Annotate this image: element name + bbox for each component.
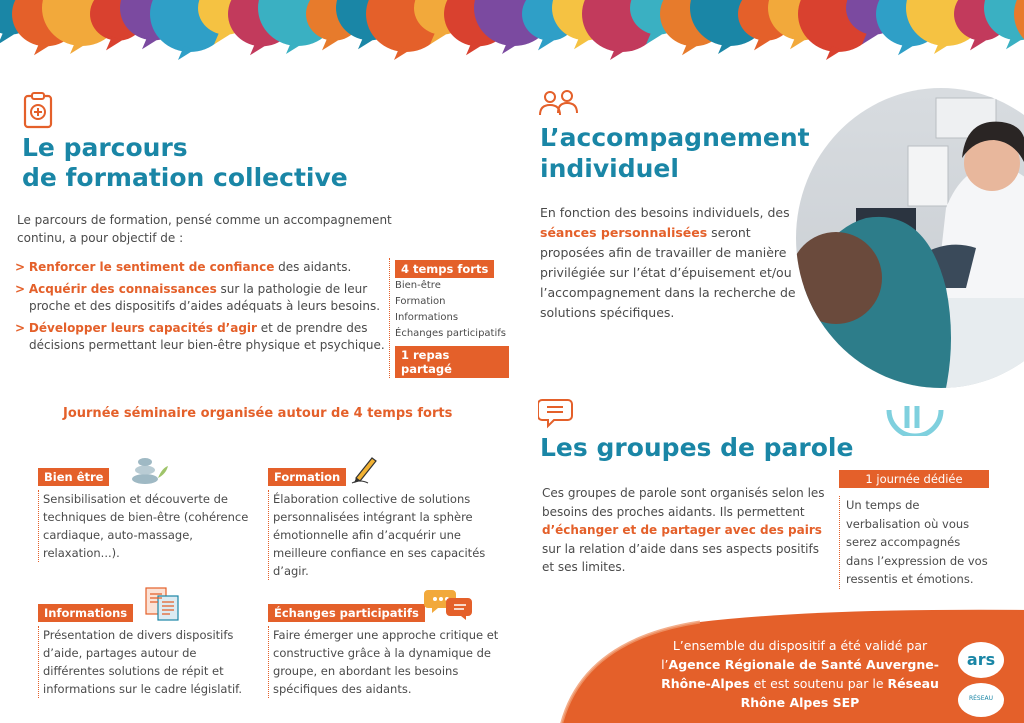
repas-tag: 1 repas partagé xyxy=(395,346,509,378)
people-icon xyxy=(538,89,580,117)
decorative-banner xyxy=(0,0,1024,62)
temps-forts-tag: 4 temps forts xyxy=(395,260,494,278)
objective-item: > Renforcer le sentiment de confiance des aidants. xyxy=(15,260,352,274)
card-body: Élaboration collective de solutions personnalisées intégrant la sphère émotionnelle afin d’acquérir une meilleure confiance en ses capacités d’agir. xyxy=(268,490,512,580)
consultation-photo xyxy=(796,88,1024,388)
journee-box xyxy=(839,470,989,589)
journee-body: Un temps de verbalisation où vous serez accompagnés dans l’expression de vos ressentis et émotions. xyxy=(839,496,989,589)
card-body: Faire émerger une approche critique et constructive grâce à la dynamique de groupe, en abordant les besoins spécifiques des aidants. xyxy=(268,626,500,698)
objectives-list xyxy=(15,259,387,359)
temps-fort-item: Échanges participatifs xyxy=(395,328,506,339)
card-body: Présentation de divers dispositifs d’aide, partages autour de différentes solutions de répit et informations sur le cadre législatif. xyxy=(38,626,258,698)
temps-fort-item: Bien-être xyxy=(395,280,441,291)
temps-fort-item: Formation xyxy=(395,296,446,307)
groupes-text: Ces groupes de parole sont organisés selon les besoins des proches aidants. Ils permettent d’échanger et de partager avec des pairs sur la relation d’aide dans ses aspects positifs et ses limites. xyxy=(542,486,825,574)
card-tag: Formation xyxy=(268,468,346,486)
seminar-title: Journée séminaire organisée autour de 4 temps forts xyxy=(63,406,453,421)
speech-bubbles-icon xyxy=(424,586,474,620)
journee-tag: 1 journée dédiée xyxy=(839,470,989,488)
card-formation xyxy=(268,466,512,580)
card-tag: Informations xyxy=(38,604,133,622)
temps-fort-item: Informations xyxy=(395,312,459,323)
reseau-logo: RÉSEAU xyxy=(958,683,1004,717)
card-body: Sensibilisation et découverte de techniques de bien-être (cohérence cardiaque, auto-massage, relaxation...). xyxy=(38,490,258,562)
section-title-formation: Le parcours de formation collective xyxy=(22,133,348,192)
pencil-icon xyxy=(350,452,380,484)
ars-logo: ars xyxy=(958,642,1004,678)
card-tag: Échanges participatifs xyxy=(268,604,425,622)
stones-icon xyxy=(128,452,170,486)
objective-item: > Développer leurs capacités d’agir et de prendre des décisions permettant leur bien-être physique et psychique. xyxy=(15,321,385,352)
temps-forts-box xyxy=(389,258,509,378)
section-title-individuel: L’accompagnement individuel xyxy=(540,123,810,183)
documents-icon xyxy=(142,586,182,622)
objective-item: > Acquérir des connaissances sur la pathologie de leur proche et des dispositifs d’aides adéquats à leurs besoins. xyxy=(15,282,381,313)
clipboard-icon xyxy=(22,91,54,129)
individuel-text: En fonction des besoins individuels, des séances personnalisées seront proposées afin de travailler de manière privilégiée sur l’état d’épuisement et/ou l’accompagnement dans la recherche de solutions spécifiques. xyxy=(540,205,796,320)
section-title-groupes: Les groupes de parole xyxy=(540,433,854,462)
chat-icon xyxy=(538,396,578,430)
intro-text: Le parcours de formation, pensé comme un accompagnement continu, a pour objectif de : xyxy=(17,213,392,245)
footer-text: L’ensemble du dispositif a été validé par l’Agence Régionale de Santé Auvergne-Rhône-Alpes et est soutenu par le Réseau Rhône Alpes SEP xyxy=(661,638,939,710)
card-tag: Bien être xyxy=(38,468,109,486)
decorative-circle-icon xyxy=(885,386,945,436)
